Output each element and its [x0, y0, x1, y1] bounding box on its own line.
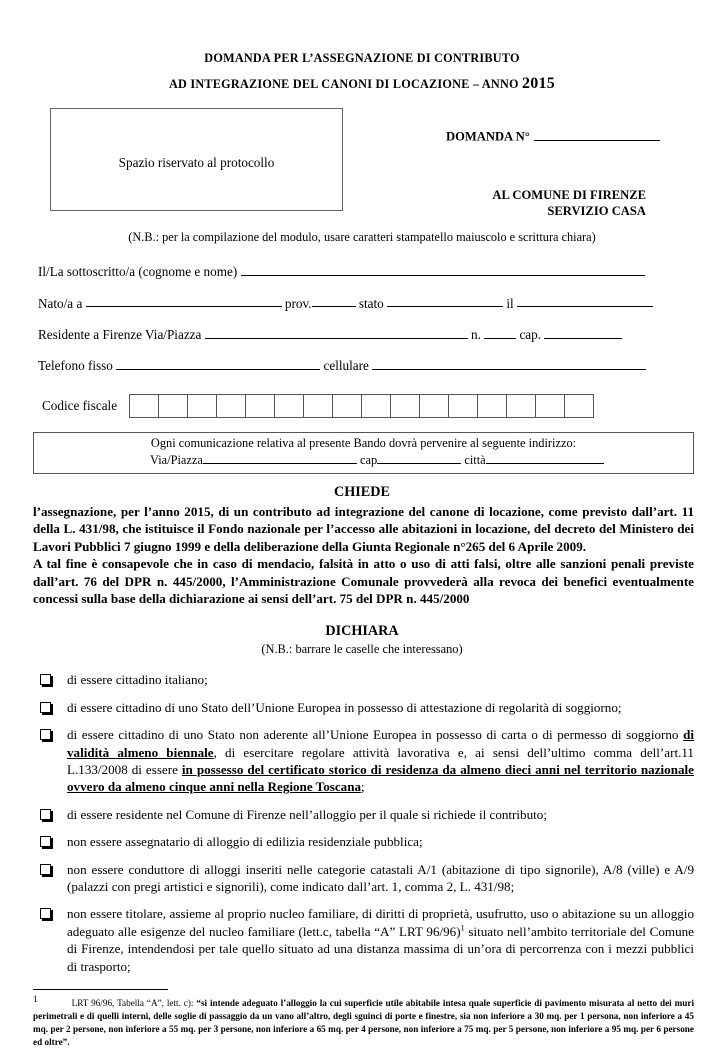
- declaration-item-text: non essere conduttore di alloggi inseriti nelle categorie catastali A/1 (abitazione di tipo signorile), A/8 (ville) e A/9 (palazzi con pregi artistici e signorili), come indicato dall’art. 1, comma 2, L. 431/98;: [67, 861, 694, 895]
- addressee-line-2: SERVIZIO CASA: [547, 203, 646, 218]
- emphasis-text: in possesso del certificato storico di residenza da almeno dieci anni nel territorio nazionale ovvero da almeno cinque anni nella Regione Toscana: [67, 761, 694, 795]
- communication-city-input-line[interactable]: [486, 452, 604, 464]
- fiscal-code-cell[interactable]: [303, 394, 333, 418]
- checkbox-icon[interactable]: [40, 864, 51, 875]
- fiscal-code-cell[interactable]: [419, 394, 449, 418]
- fiscal-code-cell[interactable]: [187, 394, 217, 418]
- declaration-item: [33, 861, 694, 896]
- fiscal-code-cell[interactable]: [332, 394, 362, 418]
- declaration-item-text: di essere residente nel Comune di Firenze nell’alloggio per il quale si richiede il contributo;: [67, 806, 547, 822]
- protocol-box-label: Spazio riservato al protocollo: [118, 155, 275, 171]
- fiscal-code-cell[interactable]: [448, 394, 478, 418]
- state-input-line[interactable]: [387, 295, 503, 308]
- fiscal-code-label: Codice fiscale: [42, 397, 118, 413]
- document-title: [0, 0, 724, 92]
- birthplace-input-line[interactable]: [86, 295, 282, 308]
- chiede-heading: CHIEDE: [334, 483, 390, 500]
- postcode-input-line[interactable]: [544, 326, 622, 339]
- emphasis-text: di validità almeno biennale: [67, 727, 694, 760]
- addressee-line-1: AL COMUNE DI FIRENZE: [492, 188, 646, 203]
- footnote-block: [33, 989, 694, 1049]
- house-number-label: n.: [470, 326, 481, 342]
- fiscal-code-row: [0, 394, 724, 418]
- communication-street-input-line[interactable]: [203, 452, 357, 464]
- footnote-separator: [33, 989, 168, 990]
- chiede-paragraph-1: l’assegnazione, per l’anno 2015, di un contributo ad integrazione del canone di locazione, come previsto dall’art. 11 della L. 431/98, che istituisce il Fondo nazionale per l’accesso alle abitazioni in locazione, del decreto del Ministero dei Lavori Pubblici 7 giugno 1999 e della deliberazione della Giunta Regionale n°265 del 6 Aprile 2009.: [33, 503, 694, 554]
- dichiara-subtitle: (N.B.: barrare le caselle che interessano): [261, 642, 463, 657]
- fiscal-code-grid[interactable]: [129, 394, 594, 418]
- landline-input-line[interactable]: [116, 357, 320, 370]
- fiscal-code-cell[interactable]: [506, 394, 536, 418]
- fill-instructions-note: (N.B.: per la compilazione del modulo, usare caratteri stampatello maiuscolo e scrittura chiara): [128, 230, 596, 245]
- communication-city-label: città: [464, 452, 486, 467]
- field-row-birth: [38, 295, 694, 311]
- declaration-item: [33, 833, 694, 850]
- declaration-item: [33, 806, 694, 823]
- field-row-phone: [38, 357, 694, 373]
- communication-postcode-label: cap: [360, 452, 378, 467]
- declaration-item-text: di essere cittadino di uno Stato dell’Unione Europea in possesso di attestazione di regolarità di soggiorno;: [67, 699, 622, 715]
- fiscal-code-cell[interactable]: [477, 394, 507, 418]
- fiscal-code-cell[interactable]: [390, 394, 420, 418]
- title-line-2-text: AD INTEGRAZIONE DEL CANONI DI LOCAZIONE – ANNO: [168, 77, 519, 92]
- title-year: 2015: [522, 75, 556, 93]
- residence-input-line[interactable]: [205, 326, 468, 339]
- fiscal-code-cell[interactable]: [274, 394, 304, 418]
- province-input-line[interactable]: [312, 295, 356, 308]
- checkbox-icon[interactable]: [40, 702, 51, 713]
- chiede-body: [33, 503, 694, 607]
- chiede-paragraph-2: A tal fine è consapevole che in caso di mendacio, falsità in atto o uso di atti falsi, oltre alle sanzioni penali previste dall’art. 76 del DPR n. 445/2000, l’Amministrazione Comunale provvederà alla revoca dei benefici eventualmente concessi sulla base della dichiarazione ai sensi dell’art. 75 del DPR n. 445/2000: [33, 556, 694, 606]
- field-row-fullname: [38, 263, 694, 279]
- declaration-checkbox-list: [33, 671, 694, 975]
- mobile-input-line[interactable]: [372, 357, 646, 370]
- fiscal-code-cell[interactable]: [564, 394, 594, 418]
- birthplace-label: Nato/a a: [38, 295, 83, 311]
- declaration-item: [33, 905, 694, 975]
- application-number-label: DOMANDA N°: [446, 129, 530, 144]
- communication-address-box: [33, 432, 694, 474]
- fiscal-code-cell[interactable]: [245, 394, 275, 418]
- declaration-item: [33, 699, 694, 716]
- footnote-lead: LRT 96/96, Tabella “A”, lett. c):: [71, 998, 197, 1009]
- header-row: [0, 108, 724, 218]
- field-row-residence: [38, 326, 694, 342]
- fiscal-code-cell[interactable]: [535, 394, 565, 418]
- birthdate-label: il: [506, 295, 514, 311]
- landline-label: Telefono fisso: [38, 358, 113, 374]
- communication-instruction: Ogni comunicazione relativa al presente Bando dovrà pervenire al seguente indirizzo:: [150, 435, 577, 450]
- checkbox-icon[interactable]: [40, 836, 51, 847]
- communication-postcode-input-line[interactable]: [377, 452, 461, 464]
- declaration-item: [33, 726, 694, 796]
- title-line-1: DOMANDA PER L’ASSEGNAZIONE DI CONTRIBUTO: [204, 51, 520, 65]
- fullname-label: Il/La sottoscritto/a (cognome e nome): [38, 264, 238, 280]
- footnote-marker: 1: [33, 994, 38, 1005]
- protocol-box[interactable]: [50, 108, 343, 211]
- postcode-label: cap.: [519, 326, 542, 342]
- province-label: prov.: [284, 295, 312, 311]
- checkbox-icon[interactable]: [40, 809, 51, 820]
- dichiara-heading: DICHIARA: [325, 623, 399, 640]
- declaration-item-text: di essere cittadino italiano;: [67, 672, 208, 688]
- fiscal-code-cell[interactable]: [158, 394, 188, 418]
- fiscal-code-cell[interactable]: [216, 394, 246, 418]
- footnote-body: “si intende adeguato l’alloggio la cui superficie utile abitabile intesa quale superficie di pavimento misurata al netto dei muri perimetrali e di quelli interni, delle soglie di passaggio da un vano all’altro, degli sguinci di porte e finestre, sia non inferiore a 30 mq. per 1 persona, non inferiore a 45 mq. per 2 persone, non inferiore a 55 mq. per 3 persone, non inferiore a 65 mq. per 4 persone, non inferiore a 75 mq. per 5 persone, non inferiore a 95 mq. per 6 persone ed oltre”.: [33, 998, 694, 1048]
- checkbox-icon[interactable]: [40, 729, 51, 740]
- fiscal-code-cell[interactable]: [129, 394, 159, 418]
- declaration-item-text: non essere assegnatario di alloggio di edilizia residenziale pubblica;: [67, 834, 423, 850]
- footnote-text: [33, 993, 694, 1049]
- declaration-item: [33, 671, 694, 688]
- addressee-block: [492, 188, 646, 219]
- declaration-item-text: di essere cittadino di uno Stato non aderente all’Unione Europea in possesso di carta o di permesso di soggiorno di validità almeno biennale, di esercitare regolare attività lavorativa e, ai sensi dell’ultimo comma dell’art.11 L.133/2008 di essere in possesso del certificato storico di residenza da almeno dieci anni nel territorio nazionale ovvero da almeno cinque anni nella Regione Toscana;: [67, 727, 694, 795]
- communication-street-label: Via/Piazza: [150, 452, 203, 467]
- fullname-input-line[interactable]: [241, 263, 645, 276]
- house-number-input-line[interactable]: [484, 326, 516, 339]
- mobile-label: cellulare: [323, 358, 369, 374]
- residence-label: Residente a Firenze Via/Piazza: [38, 326, 202, 342]
- application-number-input-line[interactable]: [534, 129, 660, 141]
- communication-address-fields: [40, 452, 687, 468]
- footnote-reference: 1: [460, 923, 465, 933]
- state-label: stato: [358, 295, 384, 311]
- checkbox-icon[interactable]: [40, 908, 51, 919]
- title-line-2: [0, 76, 724, 92]
- application-number-field: [446, 129, 660, 145]
- declaration-item-text: non essere titolare, assieme al proprio nucleo familiare, di diritti di proprietà, usufrutto, uso o abitazione su un alloggio adeguato alle esigenze del nucleo familiare (lett.c, tabella “A” LRT 96/96)$^1$ situato nell’ambito territoriale del Comune di Firenze, intendendosi per tale quello situato ad una distanza massima di un’ora di percorrenza con i mezzi pubblici di trasporto;: [67, 906, 694, 974]
- applicant-fields: [0, 263, 724, 374]
- fiscal-code-cell[interactable]: [361, 394, 391, 418]
- birthdate-input-line[interactable]: [517, 295, 653, 308]
- checkbox-icon[interactable]: [40, 674, 51, 685]
